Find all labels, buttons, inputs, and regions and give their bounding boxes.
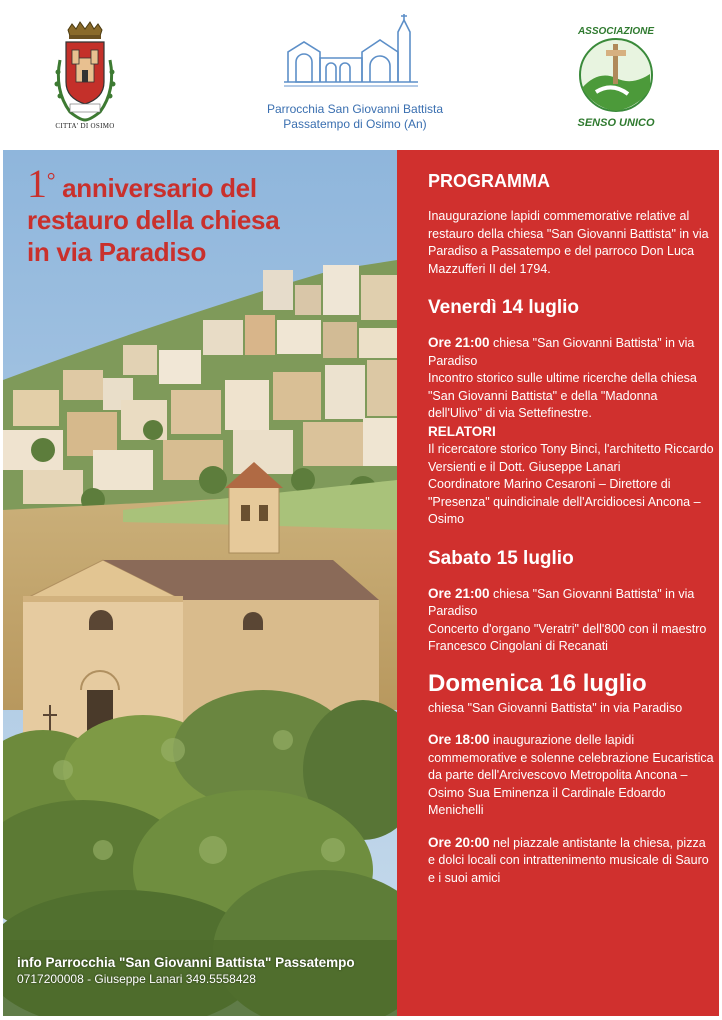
day3-desc1: inaugurazione delle lapidi commemorative e solenne celebrazione Eucaristica da parte dell'Arcivescovo Metropolita Ancona – Osimo Sua Eminenza il Cardinale Edoardo Menichelli <box>428 733 714 817</box>
poster-title-line1 <box>27 161 387 206</box>
day2-schedule <box>428 585 714 621</box>
parish-name <box>240 102 470 132</box>
contact-info-phones: 0717200008 - Giuseppe Lanari 349.5558428 <box>17 972 256 986</box>
day2-time: Ore 21:00 <box>428 585 490 601</box>
day2-where: chiesa "San Giovanni Battista" in via Paradiso <box>428 586 695 618</box>
assoc-name-bottom: SENSO UNICO <box>577 117 655 129</box>
day1-title: Venerdì 14 luglio <box>428 297 579 318</box>
day3-desc2: nel piazzale antistante la chiesa, pizza e dolci locali con intrattenimento musicale di Sauro e i suoi amici <box>428 835 709 885</box>
anniversary-number: 1 <box>27 161 47 206</box>
poster-body <box>3 150 719 1016</box>
poster-header <box>0 0 722 150</box>
church-photo <box>3 150 397 1016</box>
church-landscape-illustration-icon <box>3 150 397 1016</box>
day3-event1 <box>428 731 714 820</box>
day3-title: Domenica 16 luglio <box>428 669 647 697</box>
day2-description: Concerto d'organo "Veratri" dell'800 con il maestro Francesco Cingolani di Recanati <box>428 621 707 653</box>
assoc-name-top: ASSOCIAZIONE <box>577 26 655 37</box>
day1-time: Ore 21:00 <box>428 335 490 350</box>
poster-title <box>27 161 387 268</box>
contact-info <box>17 954 377 988</box>
anniversary-degree: ° <box>46 167 56 193</box>
associazione-senso-unico-logo-icon <box>566 20 666 130</box>
parish-name-line2: Passatempo di Osimo (An) <box>283 117 427 131</box>
day3-time1: Ore 18:00 <box>428 732 490 747</box>
crest-caption: CITTA' DI OSIMO <box>55 122 115 130</box>
day1-relatori-label <box>428 423 714 442</box>
day1-coordinatore: Coordinatore Marino Cesaroni – Direttore di "Presenza" quindicinale dell'Arcidiocesi Ancona – Osimo <box>428 477 701 526</box>
day1-relatori: Il ricercatore storico Tony Binci, l'architetto Riccardo Versienti e il Dott. Giuseppe Lanari <box>428 442 714 474</box>
parish-church-logo-icon <box>282 12 422 100</box>
day1-where: chiesa "San Giovanni Battista" in via Paradiso <box>428 336 695 368</box>
day3-where: chiesa "San Giovanni Battista" in via Paradiso <box>428 700 683 715</box>
program-intro: Inaugurazione lapidi commemorative relative al restauro della chiesa "San Giovanni Battista" in via Paradiso a Passatempo e del parroco Don Luca Mazzufferi II del 1794. <box>428 209 709 276</box>
day2-title: Sabato 15 luglio <box>428 547 574 569</box>
parish-name-line1: Parrocchia San Giovanni Battista <box>266 102 444 116</box>
poster-title-line3: in via Paradiso <box>27 237 207 267</box>
program-panel <box>397 150 719 1016</box>
spacer <box>428 820 714 834</box>
day1-schedule <box>428 334 714 370</box>
contact-info-label: info Parrocchia "San Giovanni Battista" Passatempo <box>17 955 355 970</box>
day3-event2 <box>428 834 714 888</box>
program-content <box>428 170 714 887</box>
day1-description: Incontro storico sulle ultime ricerche della chiesa "San Giovanni Battista" e della "Madonna dell'Ulivo" di via Settefinestre. <box>428 371 697 420</box>
program-heading: PROGRAMMA <box>428 171 550 191</box>
spacer <box>428 717 714 731</box>
relatori-label: RELATORI <box>428 423 496 439</box>
osimo-crest-icon <box>50 20 120 135</box>
poster-title-line2: restauro della chiesa <box>27 205 280 235</box>
day3-time2: Ore 20:00 <box>428 834 490 850</box>
poster-title-line1-rest: anniversario del <box>55 173 257 203</box>
